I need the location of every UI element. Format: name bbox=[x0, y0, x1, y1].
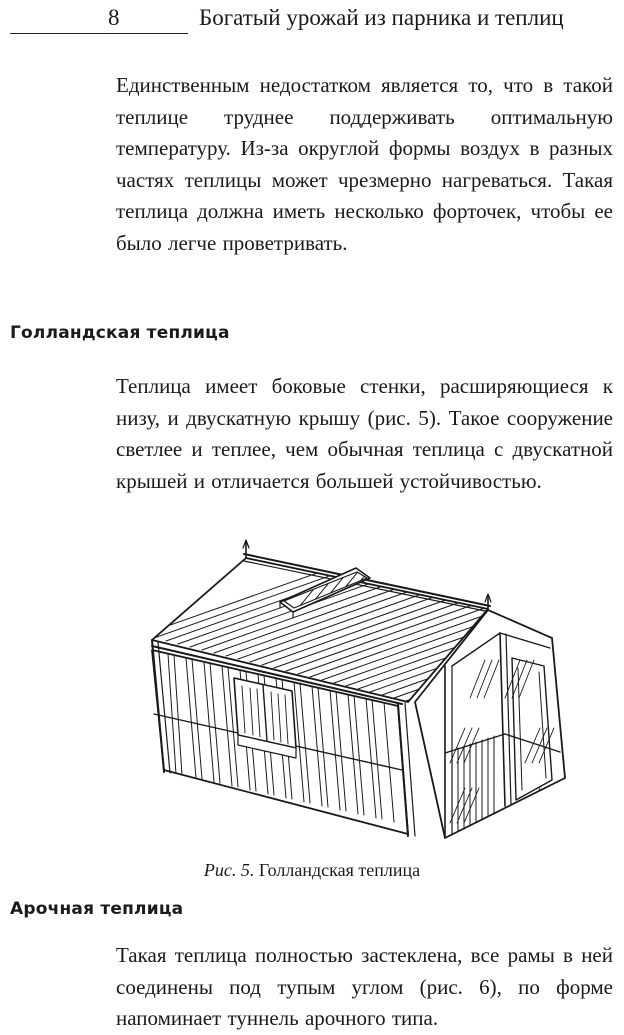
page-number: 8 bbox=[108, 5, 120, 30]
header-rule bbox=[10, 33, 188, 34]
figure-caption-text: Голландская теплица bbox=[258, 860, 421, 880]
figure-caption-label: Рис. 5. bbox=[203, 860, 255, 880]
paragraph-arched-greenhouse: Такая теплица полностью застеклена, все рамы в ней соединены под тупым углом (рис. 6), по форме напоминает туннель арочного типа. bbox=[116, 943, 613, 1031]
figure-dutch-greenhouse bbox=[140, 538, 580, 856]
paragraph-round-greenhouse-drawback: Единственным недостатком является то, что в такой теплице труднее поддерживать оптимальную температуру. Из-за округлой формы воздух в разных частях теплицы может чрезмерно нагреваться. Такая теплица должна иметь несколько форточек, чтобы ее было легче проветривать. bbox=[116, 73, 613, 255]
figure-caption bbox=[0, 858, 624, 882]
section-heading-dutch-greenhouse: Голландская теплица bbox=[10, 323, 230, 343]
paragraph-dutch-greenhouse: Теплица имеет боковые стенки, расширяющиеся к низу, и двускатную крышу (рис. 5). Такое сооружение светлее и теплее, чем обычная теплица с двускатной крышей и отличается большей устойчивостью. bbox=[116, 374, 613, 493]
running-head bbox=[0, 0, 624, 36]
dutch-greenhouse-illustration bbox=[140, 538, 580, 856]
running-title: Богатый урожай из парника и теплиц bbox=[199, 5, 564, 30]
section-heading-arched-greenhouse: Арочная теплица bbox=[10, 899, 184, 919]
